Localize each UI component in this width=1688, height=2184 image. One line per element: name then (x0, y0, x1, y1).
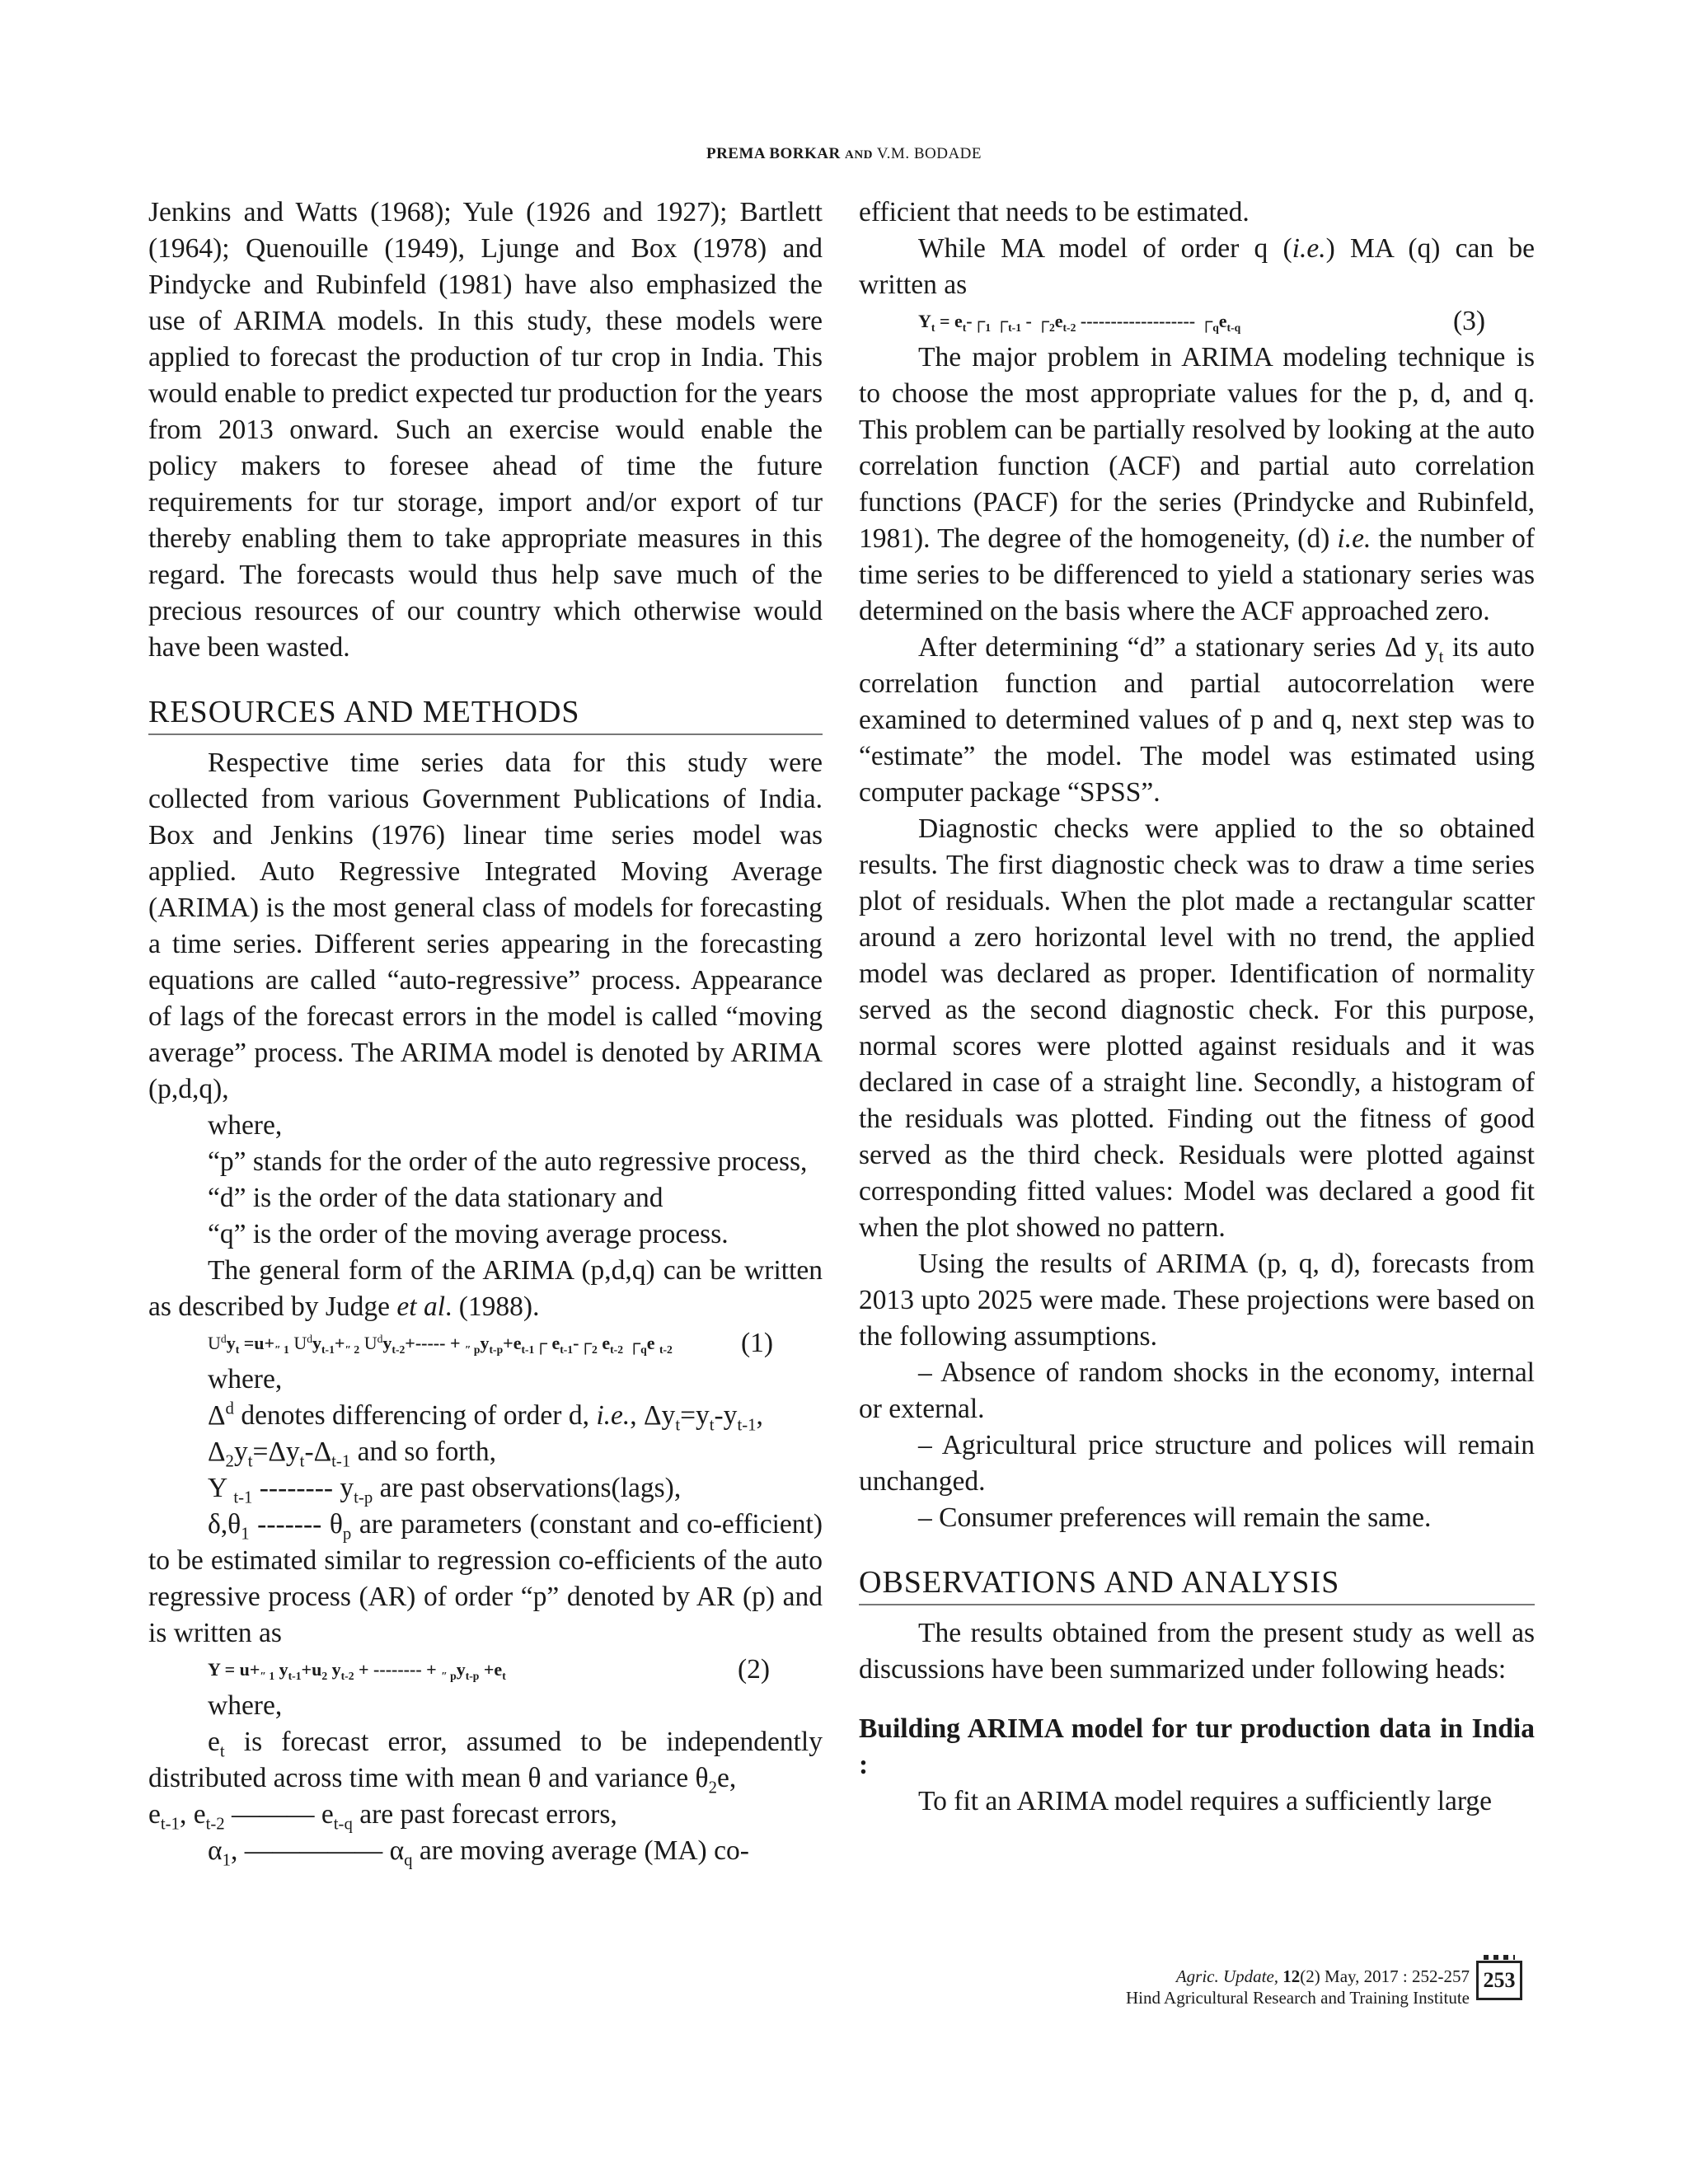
where-label-2: where, (208, 1364, 283, 1394)
forecast-paragraph: Using the results of ARIMA (p, q, d), forecasts from 2013 upto 2025 were made. These projections were based on the following assumptions. (859, 1249, 1535, 1352)
diagnostic-paragraph: Diagnostic checks were applied to the so obtained results. The first diagnostic check was to draw a time series plot of residuals. When the plot made a rectangular scatter around a zero horizontal level with no trend, the applied model was declared as proper. Identification of normality served as the second diagnostic check. For this purpose, normal scores were plotted against residuals and it was declared in case of a straight line. Secondly, a histogram of the residuals was plotted. Finding out the fitness of good served as the third check. Residuals were plotted against corresponding fitted values: Model was declared a good fit when the plot showed no pattern. (859, 813, 1535, 1243)
p-definition: “p” stands for the order of the auto regressive process, (208, 1146, 808, 1177)
where-label-3: where, (208, 1690, 283, 1721)
running-head (0, 145, 1688, 163)
equation-3: $Y_t$ = $e_t-┌_1$ $┌_{t-1}$ - $┌_2e_{t-2}$ ------------------- $┌_qe_{t-q}$ (3) (859, 303, 1535, 340)
equation-2: $Y = u+_{'' 1}$ $y_{t-1}+u_2$ $y_{t-2}$ + -------- + $_{'' p}y_{t-p} +e_t$ (2) (148, 1652, 823, 1688)
section-heading-observations-analysis: OBSERVATIONS AND ANALYSIS (859, 1563, 1535, 1605)
fit-paragraph: To fit an ARIMA model requires a sufficiently large (918, 1786, 1493, 1816)
author-and: AND (844, 148, 873, 162)
d-definition: “d” is the order of the data stationary and (208, 1183, 663, 1213)
issue-info: (2) May, 2017 : 252-257 (1300, 1966, 1470, 1986)
q-definition: “q” is the order of the moving average process. (208, 1219, 729, 1249)
author-1: PREMA BORKAR (706, 145, 841, 162)
journal-name: Agric. Update, (1175, 1966, 1279, 1986)
assumption-1: – Absence of random shocks in the economy, internal or external. (859, 1357, 1535, 1424)
equation-1-number: (1) (740, 1328, 773, 1358)
problem-paragraph: The major problem in ARIMA modeling technique is to choose the most appropriate values for the p, d, and q. This problem can be partially resolved by looking at the auto correlation function (ACF) and partial auto correlation functions (PACF) for the series (Prindycke and Rubinfeld, 1981). The degree of the homogeneity, (d) i.e. the number of time series to be differenced to yield a stationary series was determined on the basis where the ACF approached zero. (859, 342, 1535, 626)
delta2-definition: $\Delta_2y_t=\Delta y_t-\Delta_{t-1}$ and so forth, (208, 1436, 496, 1471)
assumption-2: – Agricultural price structure and polices will remain unchanged. (859, 1430, 1535, 1497)
subheading-arima-model: Building ARIMA model for tur production data in India : (859, 1713, 1535, 1780)
intro-paragraph: Jenkins and Watts (1968); Yule (1926 and 1927); Bartlett (1964); Quenouille (1949), Ljunge and Box (1978) and Pindycke and Rubinfeld (1981) have also emphasized the use of ARIMA models. In this study, these models were applied to forecast the production of tur crop in India. This would enable to predict expected tur production for the years from 2013 onward. Such an exercise would enable the policy makers to foresee ahead of time the future requirements for tur storage, import and/or export of tur thereby enabling them to take appropriate measures in this regard. The forecasts would thus help save much of the precious resources of our country which otherwise would have been wasted. (148, 197, 823, 663)
parameters-definition: $\delta,\theta_1$ ------- $\theta_p$ are parameters (constant and co-efficient) to be estimated similar to regression co-efficients of the auto regressive process (AR) of order “p” denoted by AR (p) and is written as (148, 1509, 823, 1648)
past-errors-definition: $e_{t-1}$, $e_{t-2}$ ——— $e_{t-q}$ are past forecast errors, (148, 1799, 617, 1834)
volume: 12 (1282, 1966, 1301, 1986)
equation-3-number: (3) (1452, 306, 1485, 336)
where-label: where, (208, 1110, 283, 1141)
equation-1: $U^dy_t =u+_{'' 1}$ $U^dy_{t-1}+_{'' 2}$ $U^dy_{t-2}+-----$ + $_{'' p}y_{t-p}+e_{t-1}┌$ $e_{t-1}-┌_2$ $e_{t-2}$ $┌_qe$ $_{t-2}$ (1) (148, 1325, 823, 1361)
continuation-line: efficient that needs to be estimated. (859, 197, 1250, 227)
general-form-paragraph: The general form of the ARIMA (p,d,q) can be written as described by Judge et al. (1988). (148, 1255, 823, 1322)
citation (1126, 1966, 1470, 2008)
stationary-paragraph: After determining “d” a stationary series Δd $y_t$ its auto correlation function and partial autocorrelation were examined to determined values of p and q, next step was to “estimate” the model. The model was estimated using computer package “SPSS”. (859, 632, 1535, 808)
methods-paragraph: Respective time series data for this study were collected from various Government Publications of India. Box and Jenkins (1976) linear time series model was applied. Auto Regressive Integrated Moving Average (ARIMA) is the most general class of models for forecasting a time series. Different series appearing in the forecasting equations are called “auto-regressive” process. Appearance of lags of the forecast errors in the model is called “moving average” process. The ARIMA model is denoted by ARIMA (p,d,q), (148, 748, 823, 1104)
institute-name: Hind Agricultural Research and Training Institute (1125, 1988, 1470, 2008)
equation-2-number: (2) (737, 1654, 770, 1685)
page-number: 253 (1476, 1961, 1522, 2000)
right-column (859, 194, 1535, 1820)
author-2: V.M. BODADE (876, 145, 982, 162)
assumption-3: – Consumer preferences will remain the same. (918, 1502, 1432, 1533)
left-column (148, 194, 823, 1869)
error-definition: $e_t$ is forecast error, assumed to be independently distributed across time with mean θ and variance $\theta_2e$, (148, 1727, 823, 1797)
section-heading-resources-methods: RESOURCES AND METHODS (148, 692, 823, 735)
results-paragraph: The results obtained from the present study as well as discussions have been summarized under following heads: (859, 1618, 1535, 1685)
delta-definition: $\Delta^d$ denotes differencing of order d, i.e., $\Delta y_t=y_t-y_{t-1}$, (208, 1399, 763, 1435)
ma-model-paragraph: While MA model of order q (i.e.) MA (q) can be written as (859, 233, 1535, 300)
ma-coefficients-definition: $\alpha_1$, ————— $\alpha_q$ are moving average (MA) co- (208, 1835, 749, 1870)
lags-definition: Y $_{t-1}$ -------- $y_{t-p}$ are past observations(lags), (208, 1473, 682, 1507)
